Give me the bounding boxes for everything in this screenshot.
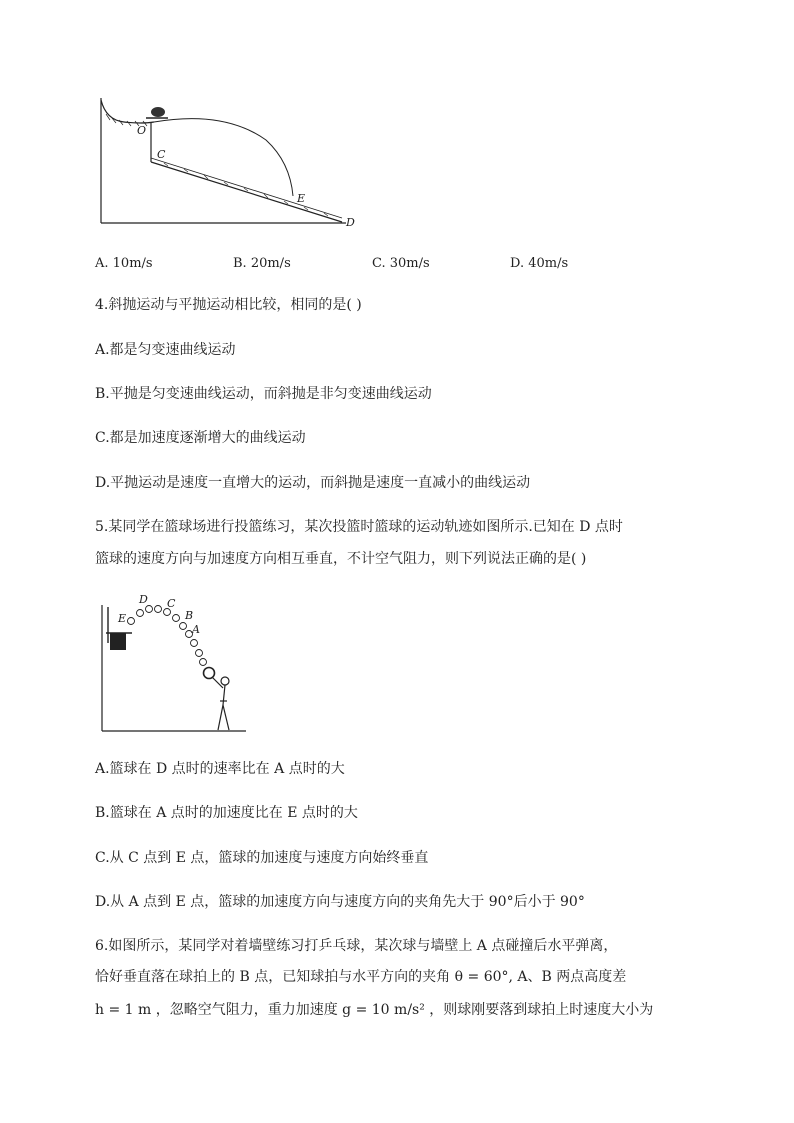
label-o: O	[137, 124, 147, 137]
q4-option-a: A.都是匀变速曲线运动	[95, 342, 236, 358]
label-e: E	[297, 192, 306, 205]
label-c: C	[157, 148, 166, 161]
q5-stem-line2: 篮球的速度方向与加速度方向相互垂直，不计空气阻力，则下列说法正确的是( )	[95, 551, 587, 567]
q3-option-a: A. 10m/s	[95, 256, 153, 271]
label-a: A	[192, 623, 200, 636]
basketball-figure	[96, 593, 256, 733]
q5-option-b: B.篮球在 A 点时的加速度比在 E 点时的大	[95, 805, 358, 821]
label-e: E	[118, 612, 127, 625]
basket-icon	[110, 633, 126, 650]
q5-option-a: A.篮球在 D 点时的速率比在 A 点时的大	[95, 761, 345, 777]
q5-option-c: C.从 C 点到 E 点，篮球的加速度与速度方向始终垂直	[95, 850, 429, 866]
q4-option-c: C.都是加速度逐渐增大的曲线运动	[95, 430, 306, 446]
label-b: B	[185, 609, 194, 622]
q6-line2: 恰好垂直落在球拍上的 B 点，已知球拍与水平方向的夹角 θ = 60°, A、B 两点高度差	[95, 969, 627, 985]
q5-stem-line1: 5.某同学在篮球场进行投篮练习，某次投篮时篮球的运动轨迹如图所示.已知在 D 点时	[95, 519, 623, 535]
label-c: C	[167, 597, 176, 610]
label-d: D	[139, 593, 148, 606]
q4-option-d: D.平抛运动是速度一直增大的运动，而斜抛是速度一直减小的曲线运动	[95, 475, 531, 491]
q6-line3: h = 1 m ，忽略空气阻力，重力加速度 g = 10 m/s² ，则球刚要落到球拍上时速度大小为	[95, 1002, 654, 1018]
ski-jump-figure	[94, 92, 374, 232]
q5-option-d: D.从 A 点到 E 点，篮球的加速度方向与速度方向的夹角先大于 90°后小于 90°	[95, 894, 585, 910]
q4-option-b: B.平抛是匀变速曲线运动，而斜抛是非匀变速曲线运动	[95, 386, 432, 402]
q4-stem: 4.斜抛运动与平抛运动相比较，相同的是( )	[95, 297, 362, 313]
q3-option-c: C. 30m/s	[372, 256, 430, 271]
player-icon	[212, 677, 229, 730]
q3-option-b: B. 20m/s	[233, 256, 291, 271]
skier-icon	[146, 107, 168, 118]
q3-option-d: D. 40m/s	[510, 256, 569, 271]
label-d: D	[346, 216, 355, 229]
q6-line1: 6.如图所示，某同学对着墙壁练习打乒乓球，某次球与墙壁上 A 点碰撞后水平弹离，	[95, 938, 618, 954]
